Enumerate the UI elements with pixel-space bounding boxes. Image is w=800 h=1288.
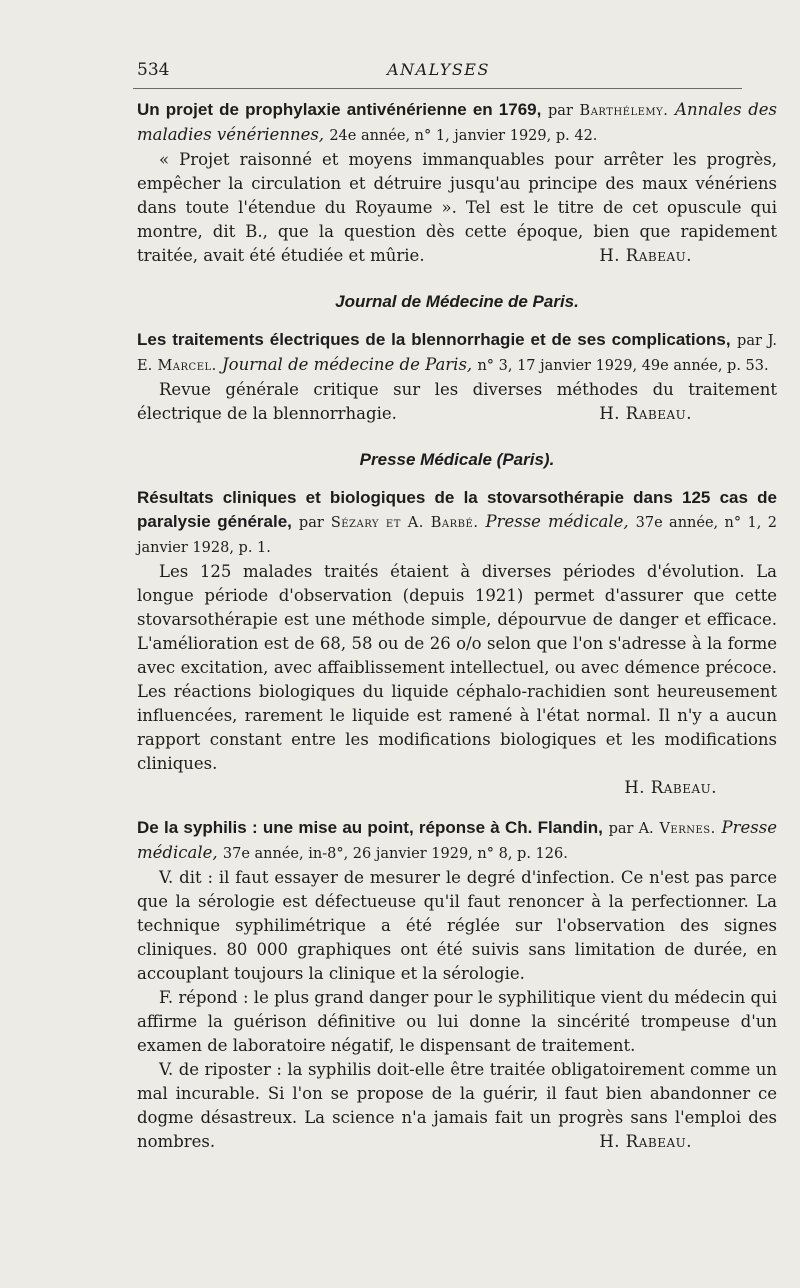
article-3 (137, 486, 777, 800)
article-paragraph: V. dit : il faut essayer de mesurer le degré d'infection. Ce n'est pas parce que la sérologie est défectueuse qu'il faut renoncer à la perfectionner. La technique syphilimétrique a été réglée sur l'observation des signes cliniques. 80 000 graphiques ont été suivis sans limitation de durée, en accouplant toujours la clinique et la sérologie. (137, 868, 777, 983)
main-column (137, 98, 777, 1154)
article-author: Vernes. (659, 821, 716, 837)
page-header (137, 60, 740, 84)
article-heading (137, 98, 777, 148)
header-rule (133, 88, 742, 89)
article-title: Les traitements électriques de la blennorrhagie et de ses complications, (137, 330, 731, 349)
article-author: Marcel. (157, 358, 217, 374)
article-paragraph: Les 125 malades traités étaient à diverses périodes d'évolution. La longue période d'observation (depuis 1921) permet d'assurer que cette stovarsothérapie est une méthode simple, dépourvue de danger et efficace. L'amélioration est de 68, 58 ou de 26 o/o selon que l'on s'adresse à la forme avec excitation, avec affaiblissement intellectuel, ou avec démence précoce. Les réactions biologiques du liquide céphalo-rachidien sont heureusement influencées, rarement le liquide est ramené à l'état normal. Il n'y a aucun rapport constant entre les modifications biologiques et les modifications cliniques. (137, 562, 777, 773)
paragraph-text: V. de riposter : la syphilis doit-elle être traitée obligatoirement comme un mal incurable. Si l'on se propose de la guérir, il faut bien abandonner ce dogme désastreux. La science n'a jamais fait un progrès sans l'emploi des nombres. (137, 1060, 777, 1151)
article-paragraph (137, 1058, 777, 1154)
article-details: 24e année, n° 1, janvier 1929, p. 42. (329, 128, 598, 144)
paragraph-text: « Projet raisonné et moyens immanquables pour arrêter les progrès, empêcher la circulation et détruire jusqu'au principe des maux vénériens dans toute l'étendue du Royaume ». Tel est le titre de cet opuscule qui montre, dit B., que la question dès cette époque, bien que rapidement traitée, avait été étudiée et mûrie. (137, 150, 777, 265)
paragraph-text: Revue générale critique sur les diverses méthodes du traitement électrique de la blennorrhagie. (137, 380, 777, 423)
article-paragraph (137, 378, 777, 426)
article-heading (137, 328, 777, 378)
article-author: Barthélemy. (579, 103, 669, 119)
article-paragraph (137, 148, 777, 268)
article-2 (137, 328, 777, 426)
section-title: Presse Médicale (Paris). (359, 450, 555, 469)
article-1 (137, 98, 777, 268)
article-by: par (298, 515, 324, 531)
spacer (137, 800, 777, 816)
article-journal: Annales des maladies vénériennes, (137, 100, 778, 144)
article-heading (137, 816, 777, 866)
signature: H. Rabeau. (599, 246, 692, 265)
article-title: Résultats cliniques et biologiques de la stovarsothérapie dans 125 cas de paralysie générale, (137, 488, 777, 531)
article-title: De la syphilis : une mise au point, réponse à Ch. Flandin, (137, 818, 603, 837)
article-journal: Journal de médecine de Paris, (222, 355, 473, 374)
article-journal: Presse médicale, (137, 818, 778, 862)
signature: H. Rabeau. (624, 778, 717, 797)
article-by: par (548, 103, 573, 119)
section-title: Journal de Médecine de Paris. (335, 292, 579, 311)
page-number: 534 (137, 60, 170, 80)
article-by: par J. E. (137, 333, 777, 374)
article-paragraph: F. répond : le plus grand danger pour le syphilitique vient du médecin qui affirme la guérison définitive ou lui donne la sincérité trompeuse d'un examen de laboratoire négatif, le dispensant de traitement. (137, 988, 777, 1055)
article-details: 37e année, n° 1, 2 janvier 1928, p. 1. (137, 515, 777, 556)
article-author: Sézary et A. Barbé. (330, 515, 479, 531)
signature: H. Rabeau. (599, 1132, 692, 1151)
article-4 (137, 816, 777, 1154)
article-by: par A. (608, 821, 654, 837)
article-journal: Presse médicale, (485, 512, 629, 531)
running-title: ANALYSES (387, 60, 490, 79)
article-title: Un projet de prophylaxie antivénérienne en 1769, (137, 100, 542, 119)
signature: H. Rabeau. (599, 404, 692, 423)
article-details: n° 3, 17 janvier 1929, 49e année, p. 53. (477, 358, 769, 374)
article-heading (137, 486, 777, 560)
article-details: 37e année, in-8°, 26 janvier 1929, n° 8, p. 126. (222, 846, 568, 862)
